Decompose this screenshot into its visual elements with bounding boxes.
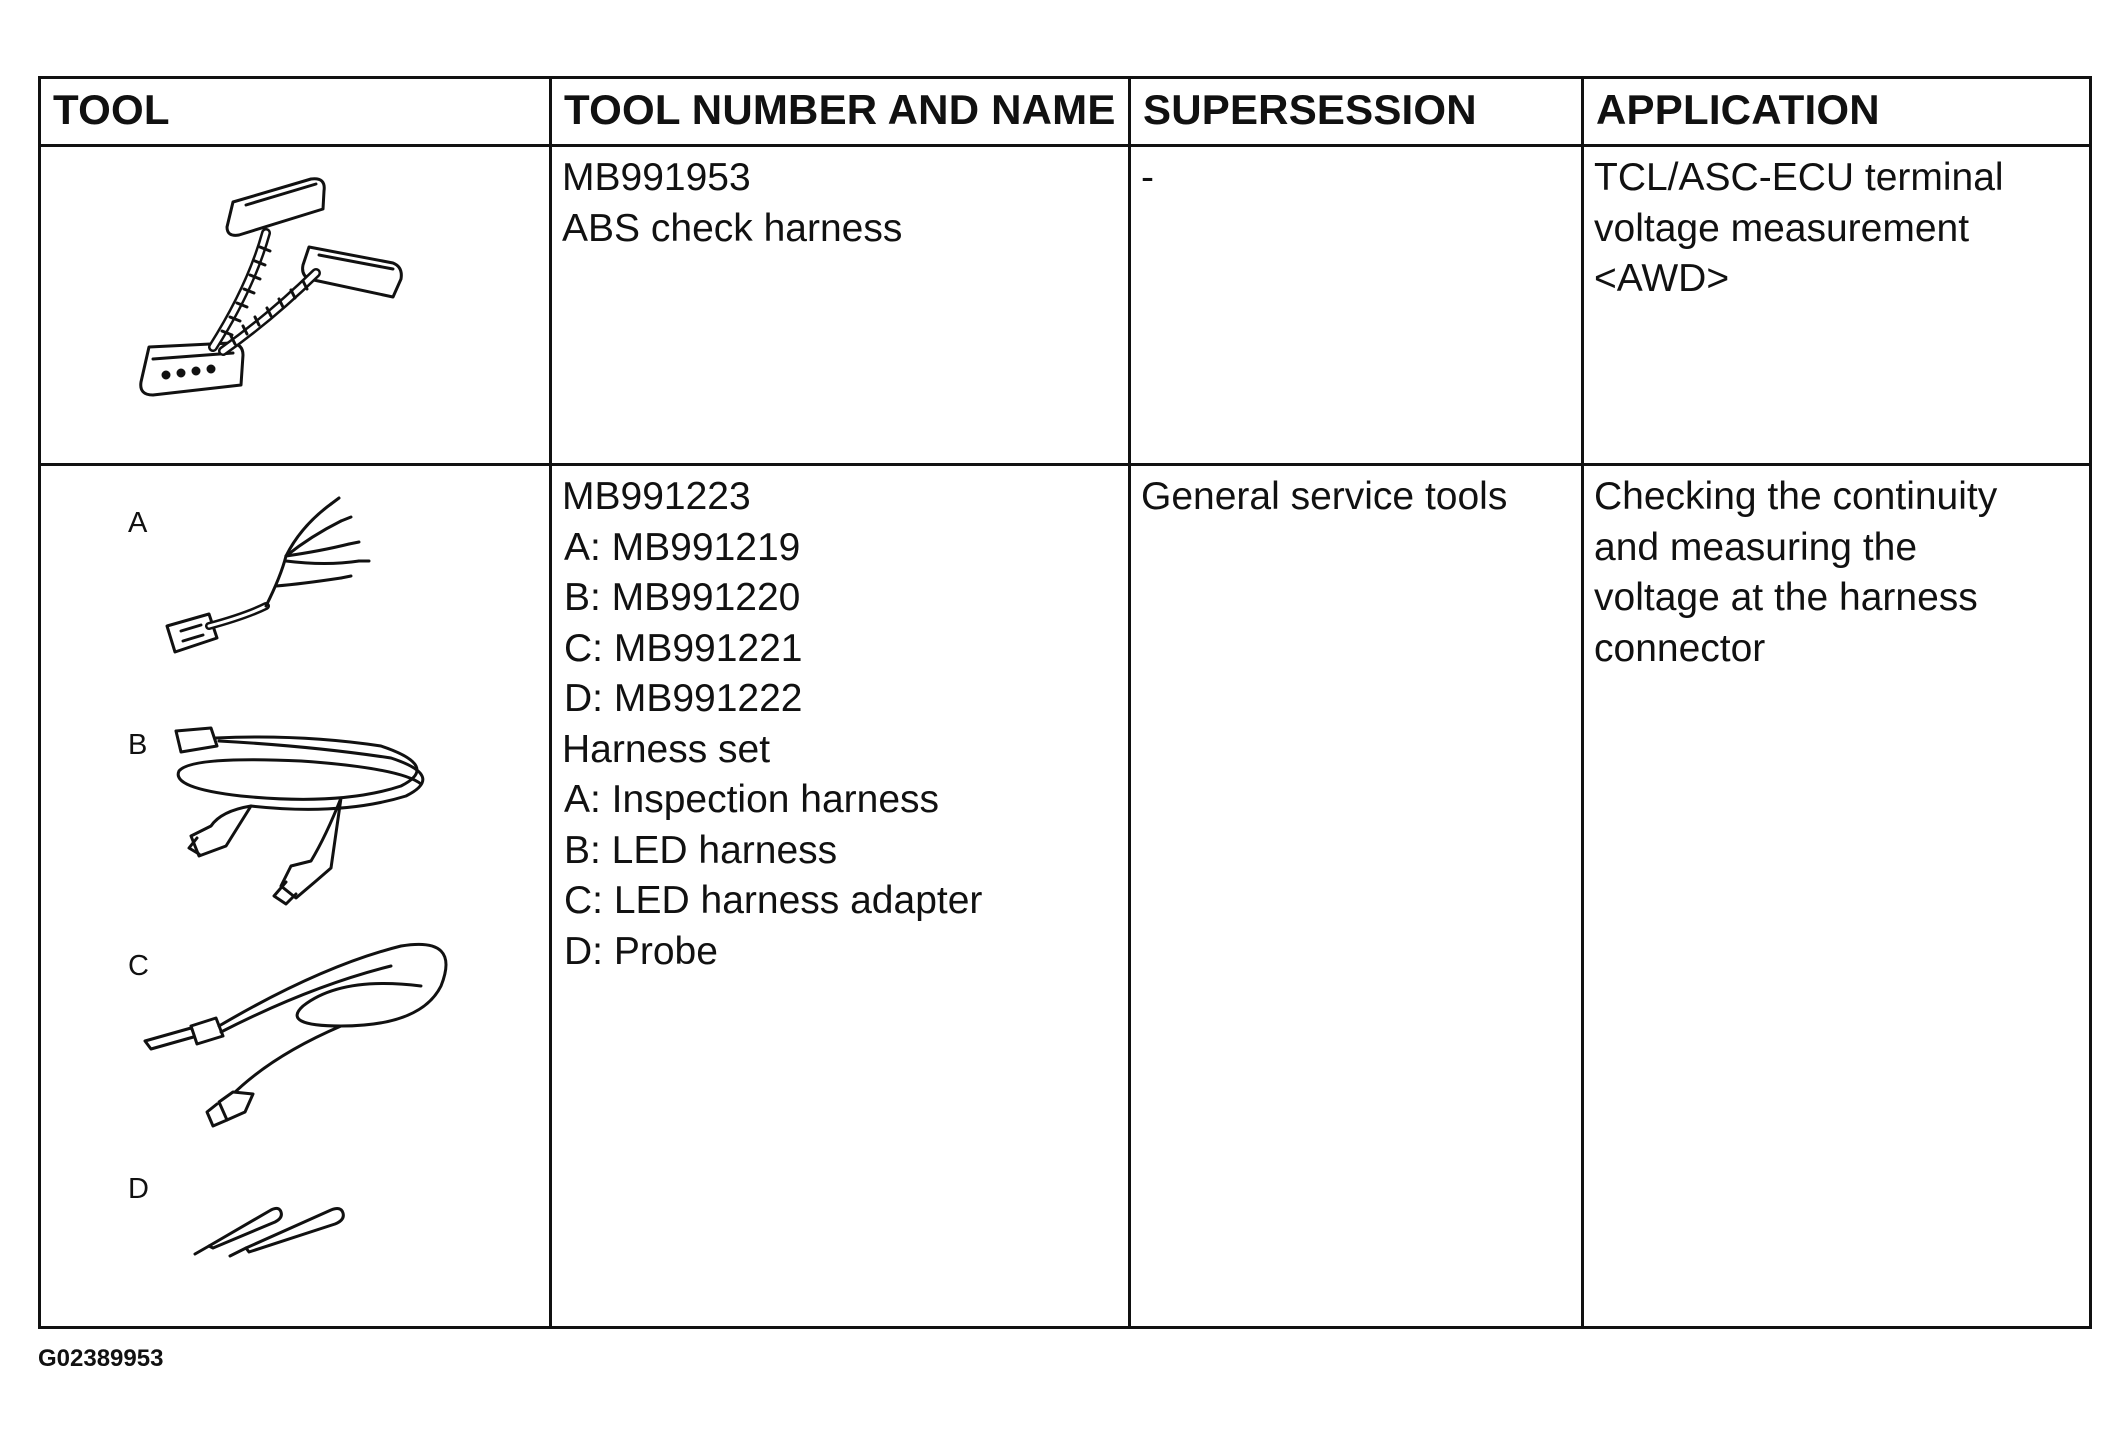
part-number: C: MB991221 <box>564 626 803 670</box>
application-line: connector <box>1594 626 1766 670</box>
header-row <box>40 78 2091 146</box>
part-label-c: C <box>128 950 149 982</box>
part-label-b: B <box>128 729 148 761</box>
tool-name: Harness set <box>562 727 771 771</box>
tool-number-name-cell <box>551 146 1130 465</box>
part-label-d: D <box>128 1173 149 1205</box>
tool-number-name-cell <box>551 465 1130 1328</box>
header-application: APPLICATION <box>1583 78 2091 146</box>
tool-name: ABS check harness <box>562 206 903 250</box>
supersession-cell <box>1130 146 1583 465</box>
special-tools-table <box>38 76 2092 1329</box>
part-number: B: MB991220 <box>564 576 801 619</box>
application-line: voltage measurement <box>1594 206 1970 250</box>
header-tool: TOOL <box>40 78 551 146</box>
tool-image-cell <box>40 146 551 465</box>
application-line: TCL/ASC-ECU terminal <box>1594 156 2004 199</box>
part-number: A: MB991219 <box>564 525 801 569</box>
application-line: <AWD> <box>1594 257 1730 300</box>
application-cell <box>1583 465 2091 1328</box>
part-name: D: Probe <box>564 929 718 973</box>
application-line: voltage at the harness <box>1594 576 1978 619</box>
inspection-harness-icon <box>167 498 369 652</box>
supersession-value: - <box>1141 156 1154 199</box>
part-number: D: MB991222 <box>564 677 803 720</box>
part-name: C: LED harness adapter <box>564 879 983 922</box>
application-line: and measuring the <box>1594 525 1918 569</box>
abs-check-harness-icon <box>41 147 546 463</box>
led-harness-icon <box>176 728 423 904</box>
tool-image-cell <box>40 465 551 1328</box>
part-label-a: A <box>128 507 148 539</box>
header-tool-number-and-name: TOOL NUMBER AND NAME <box>551 78 1130 146</box>
supersession-cell <box>1130 465 1583 1328</box>
tool-number: MB991223 <box>562 475 751 518</box>
led-harness-adapter-icon <box>145 944 446 1126</box>
figure-id: G02389953 <box>38 1345 164 1372</box>
supersession-value: General service tools <box>1141 475 1508 518</box>
probe-icon <box>195 1208 343 1256</box>
application-line: Checking the continuity <box>1594 475 1998 518</box>
header-supersession: SUPERSESSION <box>1130 78 1583 146</box>
part-name: B: LED harness <box>564 828 838 872</box>
table-row <box>40 465 2091 1328</box>
tool-number: MB991953 <box>562 156 751 199</box>
part-name: A: Inspection harness <box>564 778 940 821</box>
table-row <box>40 146 2091 465</box>
application-cell <box>1583 146 2091 465</box>
